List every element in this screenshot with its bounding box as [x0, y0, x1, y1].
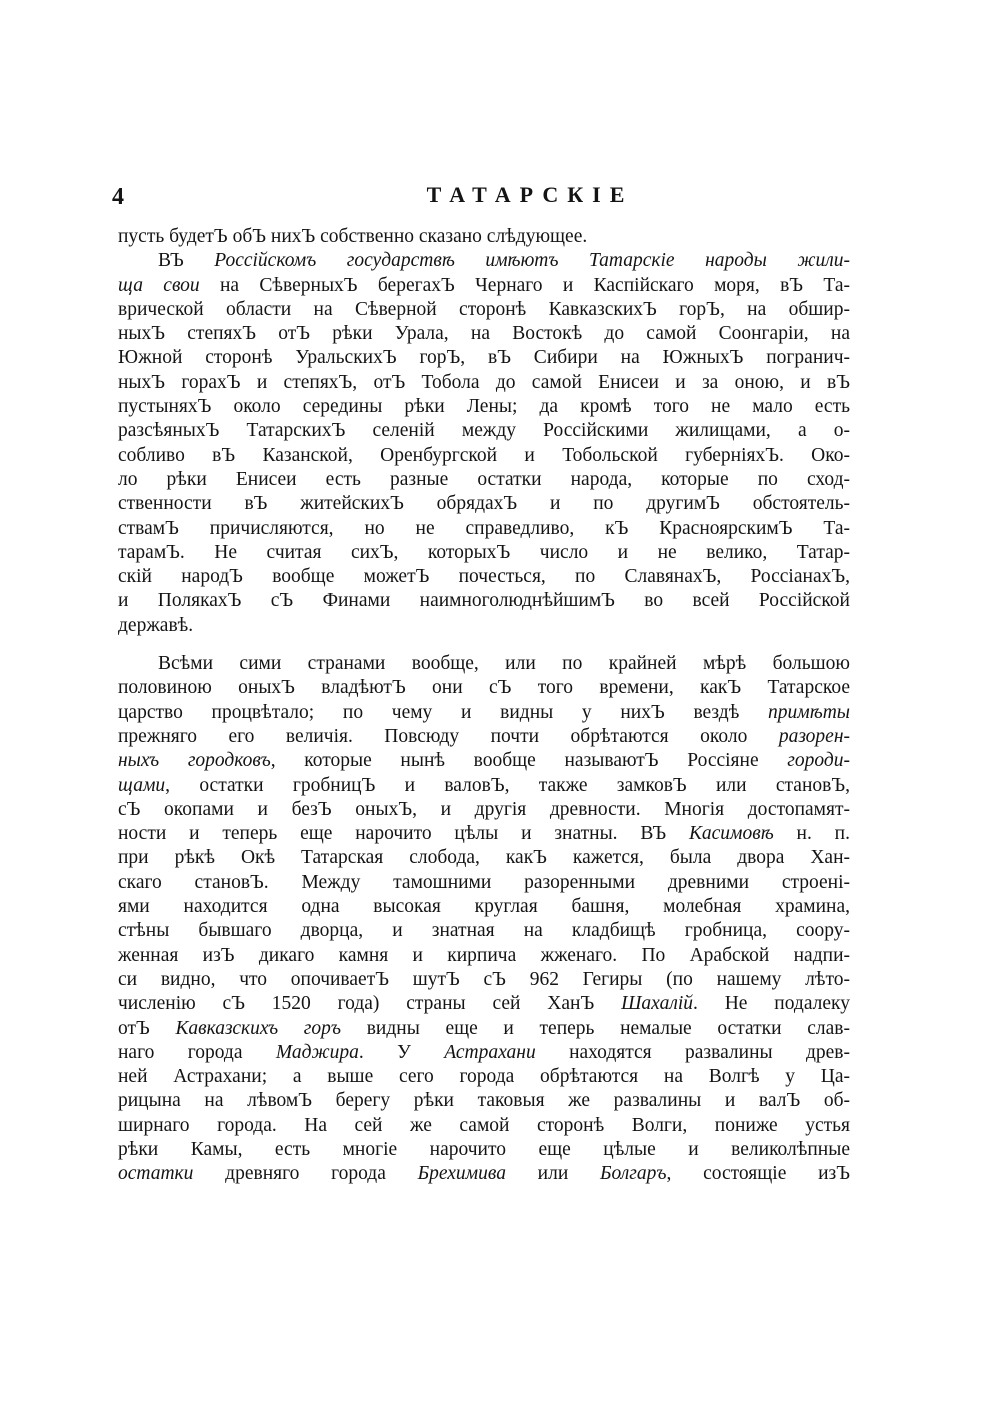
text-segment: женная изЪ дикаго камня и кирпича жженаго. По Арабской надпи- — [118, 944, 850, 966]
text-segment: ныхЪ горахЪ и степяхЪ, отЪ Тобола до самой Енисеи и за оною, и вЪ — [118, 371, 850, 393]
text-segment: наго города — [118, 1041, 276, 1063]
text-line — [118, 701, 850, 725]
text-line — [118, 444, 850, 468]
italic-text-segment: Маджира — [275, 1041, 359, 1063]
text-line — [118, 468, 850, 492]
text-segment: тарамЪ. Не считая сихЪ, которыхЪ число и не велико, Татар- — [118, 541, 850, 563]
text-segment: ширнаго города. На сей же самой сторонѣ Волги, пониже устья — [118, 1114, 850, 1136]
text-line — [118, 822, 850, 846]
italic-text-segment: щами — [118, 774, 166, 796]
text-segment: ственности вЪ житейскихЪ обрядахЪ и по другимЪ обстоятель- — [118, 493, 850, 515]
italic-text-segment: Кавказскихъ горъ — [175, 1017, 342, 1039]
text-segment: стѣны бывшаго дворца, и знатная на кладбищѣ гробница, соору- — [118, 920, 850, 942]
text-line — [118, 565, 850, 589]
text-line — [118, 1065, 850, 1089]
text-segment: собливо вЪ Казанской, Оренбургской и Тобольской губернiяхЪ. Око- — [118, 444, 850, 466]
text-segment: си видно, что опочиваетЪ шутЪ сЪ 962 Гегиры (по нашему лѣто- — [118, 968, 850, 990]
text-segment: видны еще и теперь немалые остатки слав- — [341, 1017, 850, 1039]
text-line — [118, 517, 850, 541]
italic-text-segment: Болгаръ — [600, 1163, 667, 1185]
italic-text-segment: городи- — [787, 750, 850, 772]
text-line — [118, 725, 850, 749]
text-segment: скiй народЪ вообще можетЪ почесться, по СлавянахЪ, РоссiанахЪ, — [118, 566, 850, 588]
italic-text-segment: остатки — [118, 1163, 194, 1185]
italic-text-segment: ща свои — [118, 274, 200, 296]
text-segment: отЪ — [118, 1017, 176, 1039]
text-line — [118, 419, 850, 443]
text-line — [118, 1138, 850, 1162]
text-segment: численiю сЪ 1520 года) страны сей ХанЪ — [118, 993, 622, 1015]
text-segment: . Не подалеку — [692, 993, 850, 1015]
text-segment: ствамЪ причисляются, но не справедливо, кЪ КрасноярскимЪ Та- — [118, 517, 850, 539]
text-line — [118, 652, 850, 676]
text-line — [118, 589, 850, 613]
text-line — [118, 541, 850, 565]
italic-text-segment: Брехимива — [417, 1163, 506, 1185]
text-segment: рѣки Камы, есть многiе нарочито еще цѣлые и великолѣпные — [118, 1138, 850, 1160]
text-segment: Всѣми сими странами вообще, или по крайней мѣрѣ большою — [158, 653, 850, 675]
text-segment: ныхЪ степяхЪ отЪ рѣки Урала, на Востокѣ до самой Соонгарiи, на — [118, 323, 850, 345]
text-segment: , которые нынѣ вообще называютЪ Россiяне — [270, 750, 788, 772]
text-segment: на СѣверныхЪ берегахЪ Чернаго и Каспiйскаго моря, вЪ Та- — [199, 274, 850, 296]
text-segment: и ПолякахЪ сЪ Финами наимноголюднѣйшимЪ во всей Россiйской — [118, 590, 850, 612]
running-head: ТАТАРСКIЕ — [426, 182, 634, 207]
text-segment: н. п. — [773, 823, 850, 845]
text-segment: ВЪ — [158, 250, 215, 272]
text-line — [118, 1017, 850, 1041]
text-segment: ями находится одна высокая круглая башня, молебная храмина, — [118, 896, 850, 918]
text-segment: ней Астрахани; а выше сего города обрѣтаются на Волгѣ у Ца- — [118, 1066, 850, 1088]
text-line — [118, 371, 850, 395]
text-line — [118, 749, 850, 773]
text-line — [118, 968, 850, 992]
text-segment: врической области на Сѣверной сторонѣ КавказскихЪ горЪ, на обшир- — [118, 298, 850, 320]
text-line — [118, 225, 850, 249]
text-line — [118, 492, 850, 516]
text-segment: царство процвѣтало; по чему и видны у нихЪ вездѣ — [118, 701, 768, 723]
text-line — [118, 944, 850, 968]
text-line — [118, 614, 850, 638]
text-line — [118, 992, 850, 1016]
text-line — [118, 871, 850, 895]
text-segment: находятся развалины древ- — [535, 1041, 850, 1063]
text-segment: ности и теперь еще нарочито цѣлы и знатны. ВЪ — [118, 823, 689, 845]
text-line — [118, 846, 850, 870]
text-segment: пусть будетЪ обЪ нихЪ собственно сказано слѣдующее. — [118, 226, 588, 247]
text-segment: , остатки гробницЪ и валовЪ, также замковЪ или становЪ, — [165, 774, 850, 796]
text-line — [118, 249, 850, 273]
text-line — [118, 919, 850, 943]
text-segment: ло рѣки Енисеи есть разные остатки народа, которые по сход- — [118, 468, 850, 490]
italic-text-segment: разорен- — [778, 725, 850, 747]
body-text — [118, 225, 850, 1187]
text-line — [118, 1089, 850, 1113]
text-segment: рицына на лѣвомЪ берегу рѣки таковыя же развалины и валЪ об- — [118, 1090, 850, 1112]
text-segment: или — [505, 1163, 601, 1185]
text-line — [118, 322, 850, 346]
italic-text-segment: Касимовѣ — [688, 823, 774, 845]
text-line — [118, 798, 850, 822]
text-segment: державѣ. — [118, 614, 194, 636]
text-line — [118, 676, 850, 700]
text-line — [118, 274, 850, 298]
italic-text-segment: Россiйскомъ государствѣ имѣютъ Татарскiе народы жили- — [214, 250, 850, 272]
text-line — [118, 1162, 850, 1186]
text-segment: пустыняхЪ около середины рѣки Лены; да кромѣ того не мало есть — [118, 396, 850, 418]
text-segment: половиною оныхЪ владѣютЪ они сЪ того времени, какЪ Татарское — [118, 677, 850, 699]
text-segment: древняго города — [193, 1163, 418, 1185]
italic-text-segment: Шахалiй — [621, 993, 693, 1015]
text-segment: разсѣяныхЪ ТатарскихЪ селенiй между Россiйскими жилищами, а о- — [118, 420, 850, 442]
text-line — [118, 774, 850, 798]
text-segment: сЪ окопами и безЪ оныхЪ, и другiя древности. Многiя достопамят- — [118, 798, 850, 820]
italic-text-segment: Астрахани — [444, 1041, 536, 1063]
paragraph-gap — [118, 638, 850, 652]
text-segment: . У — [358, 1041, 445, 1063]
text-segment: при рѣкѣ Окѣ Татарская слобода, какЪ кажется, была двора Хан- — [118, 847, 850, 869]
text-segment: скаго становЪ. Между тамошними разоренными древними строенi- — [118, 871, 850, 893]
page-number: 4 — [112, 184, 124, 210]
text-segment: Южной сторонѣ УральскихЪ горЪ, вЪ Сибири на ЮжныхЪ погранич- — [118, 347, 850, 369]
text-line — [118, 1041, 850, 1065]
text-line — [118, 298, 850, 322]
text-segment: , состоящiе изЪ — [666, 1163, 850, 1185]
text-line — [118, 346, 850, 370]
text-line — [118, 395, 850, 419]
text-line — [118, 1114, 850, 1138]
italic-text-segment: ныхъ городковъ — [118, 750, 271, 772]
italic-text-segment: примѣты — [768, 701, 850, 723]
text-line — [118, 895, 850, 919]
text-segment: прежняго его величiя. Повсюду почти обрѣтаются около — [118, 725, 779, 747]
